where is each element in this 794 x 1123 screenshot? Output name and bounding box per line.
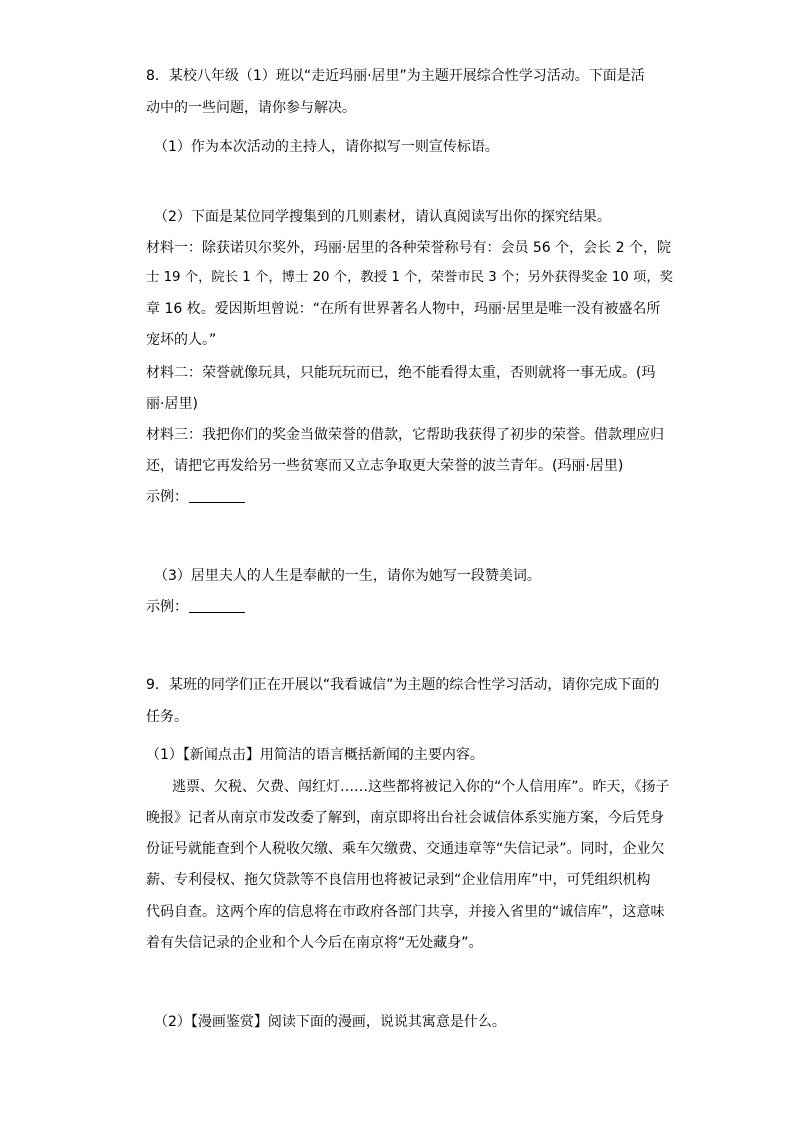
material-3-line-2: 还，请把它再发给另一些贫寒而又立志争取更大荣誉的波兰青年。(玛丽·居里): [146, 458, 624, 474]
q8-stem-line-1: 8．某校八年级（1）班以“走近玛丽·居里”为主题开展综合性学习活动。下面是活: [146, 68, 645, 84]
q9-stem-line-2: 任务。: [146, 709, 188, 725]
news-line-3: 份证号就能查到个人税收欠缴、乘车欠缴费、交通违章等“失信记录”。同时，企业欠: [146, 841, 665, 857]
material-1-line-4: 宠坏的人。”: [146, 332, 217, 348]
news-line-2: 晚报》记者从南京市发改委了解到，南京即将出台社会诚信体系实施方案，今后凭身: [146, 810, 664, 826]
news-line-4: 薪、专利侵权、拖欠贷款等不良信用也将被记录到“企业信用库”中，可凭组织机构: [146, 872, 651, 888]
example-1-label: 示例：: [146, 489, 188, 505]
material-2-line-1: 材料二：荣誉就像玩具，只能玩玩而已，绝不能看得太重，否则就将一事无成。(玛: [146, 365, 656, 381]
material-2-line-2: 丽·居里): [146, 396, 198, 412]
q8-sub3: （3）居里夫人的人生是奉献的一生，请你为她写一段赞美词。: [154, 568, 541, 584]
answer-blank-1[interactable]: [189, 488, 245, 503]
example-1: [146, 487, 245, 507]
news-line-6: 着有失信记录的企业和个人今后在南京将“无处藏身”。: [146, 935, 483, 951]
material-3-line-1: 材料三：我把你们的奖金当做荣誉的借款，它帮助我获得了初步的荣誉。借款理应归: [146, 427, 664, 443]
news-line-1: 逃票、欠税、欠费、闯红灯……这些都将被记入你的“个人信用库”。昨天，《扬子: [172, 779, 670, 795]
q9-sub2: （2）【漫画鉴赏】阅读下面的漫画，说说其寓意是什么。: [154, 1014, 506, 1030]
q8-stem-line-2: 动中的一些问题，请你参与解决。: [146, 100, 356, 116]
q8-sub2-intro: （2）下面是某位同学搜集到的几则素材，请认真阅读写出你的探究结果。: [154, 209, 611, 225]
q9-sub1: （1）【新闻点击】用简洁的语言概括新闻的主要内容。: [146, 747, 484, 763]
example-2: [146, 597, 245, 617]
example-2-label: 示例：: [146, 599, 188, 615]
material-1-line-3: 章 16 枚。爱因斯坦曾说：“在所有世界著名人物中，玛丽·居里是唯一没有被盛名所: [146, 301, 661, 317]
q9-stem-line-1: 9．某班的同学们正在开展以“我看诚信”为主题的综合性学习活动，请你完成下面的: [146, 677, 660, 693]
q8-sub1: （1）作为本次活动的主持人，请你拟写一则宣传标语。: [154, 139, 499, 155]
material-1-line-2: 士 19 个，院长 1 个，博士 20 个，教授 1 个，荣誉市民 3 个；另外获得奖金 10 项，奖: [146, 270, 673, 285]
material-1-line-1: 材料一：除获诺贝尔奖外，玛丽·居里的各种荣誉称号有：会员 56 个，会长 2 个，院: [146, 240, 671, 256]
news-line-5: 代码自查。这两个库的信息将在市政府各部门共享，并接入省里的“诚信库”，这意味: [146, 904, 665, 920]
answer-blank-2[interactable]: [189, 598, 245, 613]
